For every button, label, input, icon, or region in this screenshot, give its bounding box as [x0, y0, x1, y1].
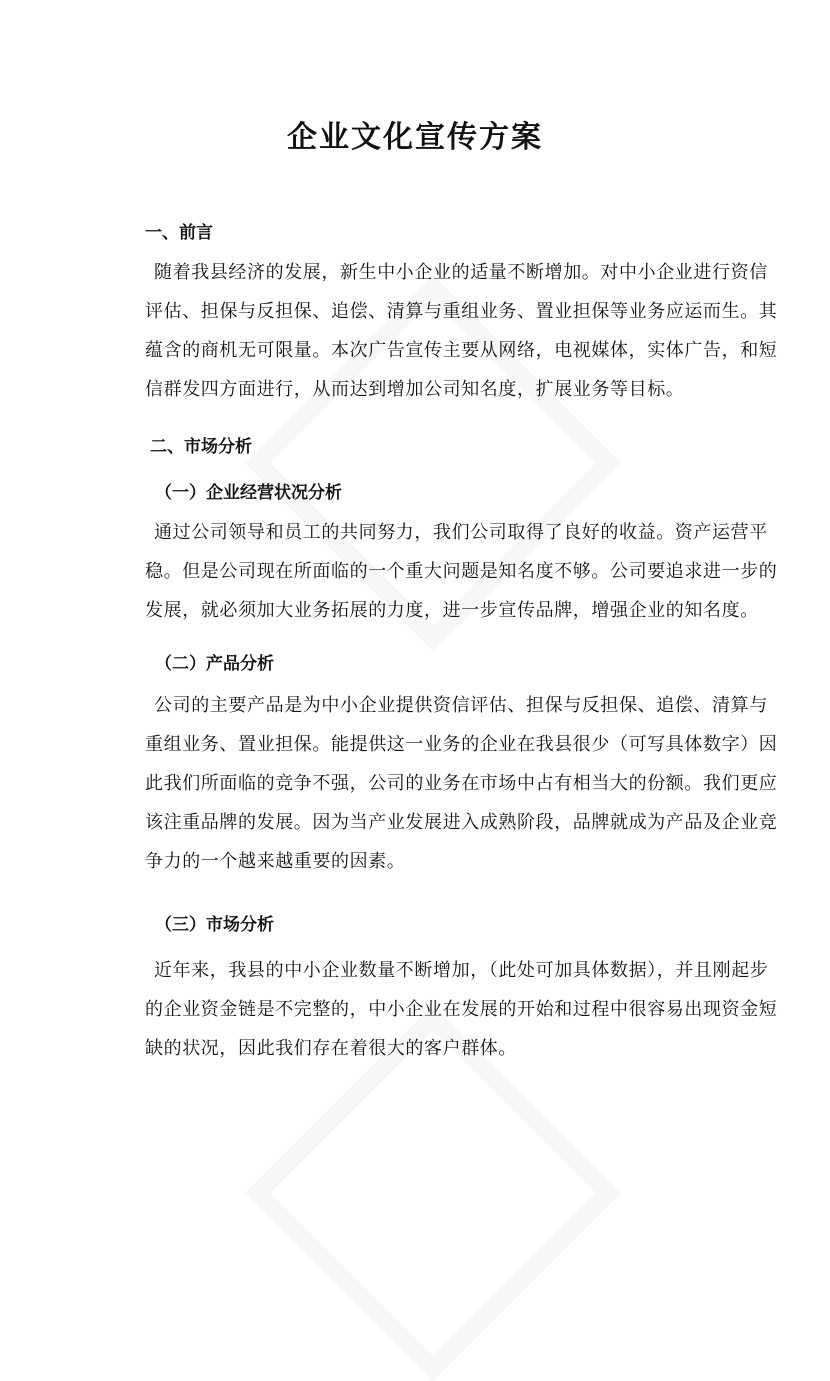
subsection-heading-operations: （一）企业经营状况分析	[155, 483, 342, 503]
section-heading-preface: 一、前言	[145, 223, 213, 243]
text-line: 随着我县经济的发展，新生中小企业的适量不断增加。对中小企业进行资信	[154, 262, 768, 283]
paragraph-preface	[145, 253, 778, 409]
paragraph-product	[145, 686, 778, 881]
text-line: 稳。但是公司现在所面临的一个重大问题是知名度不够。公司要追求进一步的	[145, 561, 778, 582]
text-line: 该注重品牌的发展。因为当产业发展进入成熟阶段，品牌就成为产品及企业竞	[145, 812, 778, 833]
text-line: 公司的主要产品是为中小企业提供资信评估、担保与反担保、追偿、清算与	[154, 695, 768, 716]
text-line: 缺的状况，因此我们存在着很大的客户群体。	[145, 1038, 517, 1059]
text-line: 的企业资金链是不完整的，中小企业在发展的开始和过程中很容易出现资金短	[145, 999, 778, 1020]
document-title: 企业文化宣传方案	[287, 120, 543, 155]
text-line: 争力的一个越来越重要的因素。	[145, 851, 406, 872]
subsection-heading-product: （二）产品分析	[155, 654, 274, 674]
text-line: 此我们所面临的竞争不强，公司的业务在市场中占有相当大的份额。我们更应	[145, 773, 778, 794]
text-line: 通过公司领导和员工的共同努力，我们公司取得了良好的收益。资产运营平	[154, 522, 768, 543]
text-line: 发展，就必须加大业务拓展的力度，进一步宣传品牌，增强企业的知名度。	[145, 600, 759, 621]
text-line: 近年来，我县的中小企业数量不断增加，（此处可加具体数据），并且刚起步	[154, 960, 769, 981]
paragraph-operations	[145, 513, 778, 630]
text-line: 信群发四方面进行，从而达到增加公司知名度，扩展业务等目标。	[145, 379, 685, 400]
section-heading-market: 二、市场分析	[150, 437, 252, 457]
text-line: 蕴含的商机无可限量。本次广告宣传主要从网络，电视媒体，实体广告，和短	[145, 340, 778, 361]
text-line: 评估、担保与反担保、追偿、清算与重组业务、置业担保等业务应运而生。其	[145, 301, 778, 322]
paragraph-market	[145, 951, 778, 1068]
text-line: 重组业务、置业担保。能提供这一业务的企业在我县很少（可写具体数字）因	[145, 734, 778, 755]
subsection-heading-market: （三）市场分析	[155, 915, 274, 935]
